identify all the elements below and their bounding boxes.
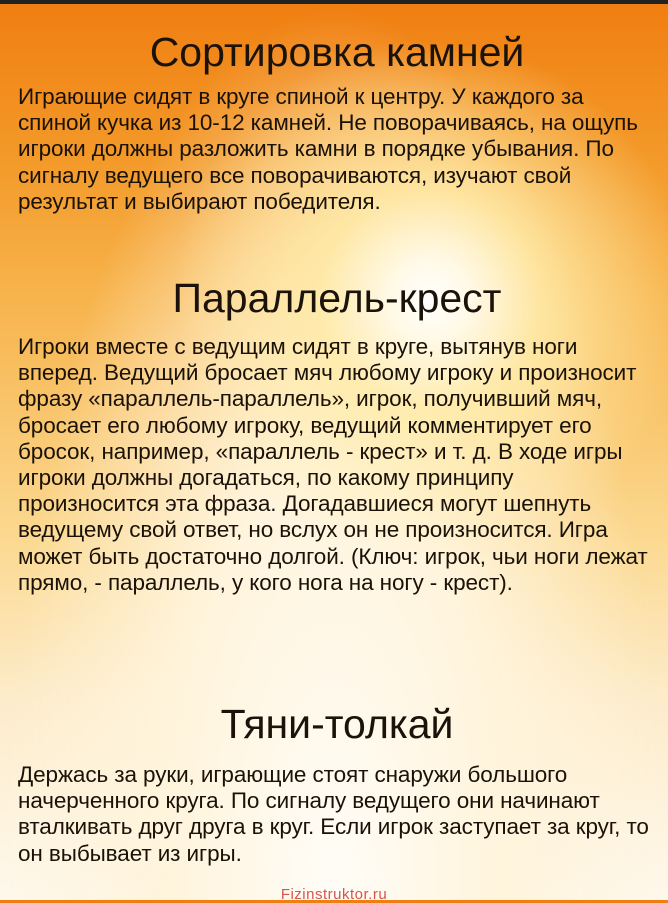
section-parallel-cross xyxy=(18,276,656,596)
top-border xyxy=(0,0,668,4)
watermark: Fizinstruktor.ru xyxy=(280,886,388,903)
section-title: Сортировка камней xyxy=(149,29,525,75)
section-text: Игроки вместе с ведущим сидят в круге, вытянув ноги вперед. Ведущий бросает мяч любому игроку и произносит фразу «параллель-параллель», игрок, получивший мяч, бросает его любому игроку, ведущий комментирует его бросок, например, «параллель - крест» и т. д. В ходе игры игроки должны догадаться, по какому принципу произносится эта фраза. Догадавшиеся могут шепнуть ведущему свой ответ, но вслух он не произносится. Игра может быть достаточно долгой. (Ключ: игрок, чьи ноги лежат прямо, - параллель, у кого нога на ногу - крест). xyxy=(18,334,648,595)
section-title: Параллель-крест xyxy=(172,275,502,321)
section-pull-push xyxy=(18,702,656,867)
section-sorting-stones xyxy=(18,30,656,215)
section-title: Тяни-толкай xyxy=(220,701,454,747)
section-text: Держась за руки, играющие стоят снаружи большого начерченного круга. По сигналу ведущего они начинают вталкивать друг друга в круг. Если игрок заступает за круг, то он выбывает из игры. xyxy=(18,762,649,866)
section-text: Играющие сидят в круге спиной к центру. У каждого за спиной кучка из 10-12 камней. Не поворачиваясь, на ощупь игроки должны разложить камни в порядке убывания. По сигналу ведущего все поворачиваются, изучают свой результат и выбирают победителя. xyxy=(18,84,638,214)
